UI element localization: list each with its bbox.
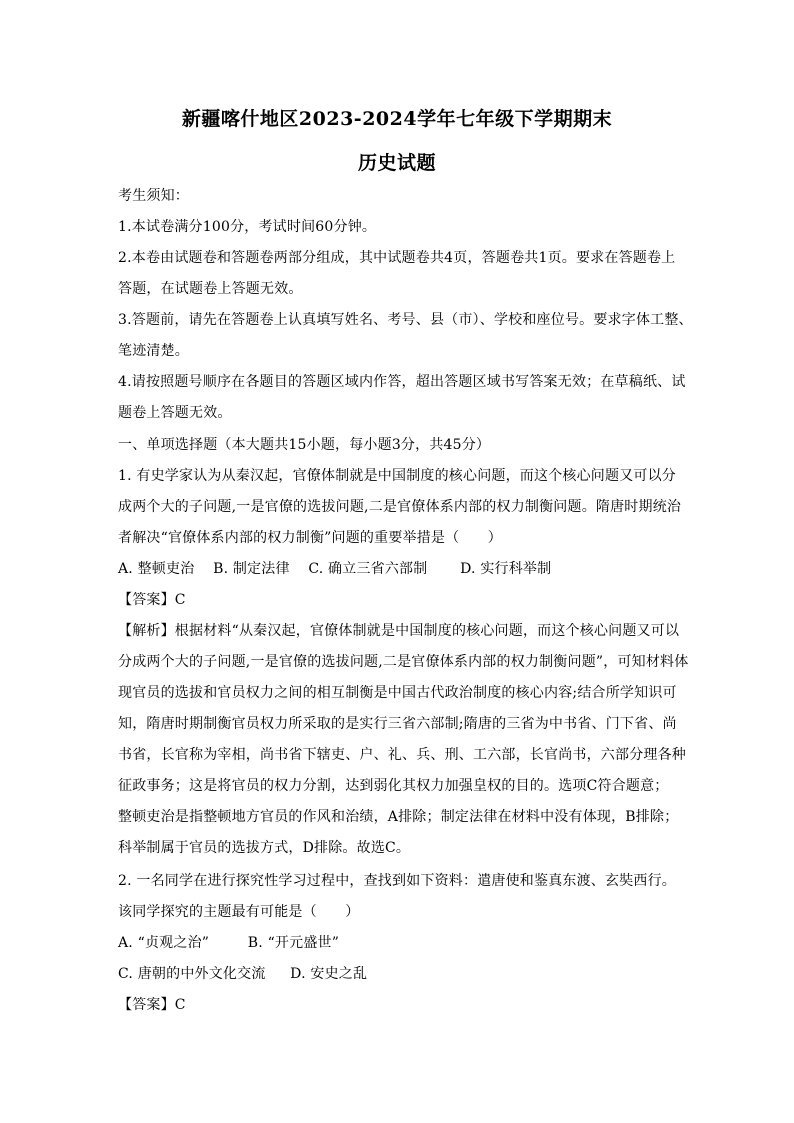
answer: 【答案】C — [118, 997, 186, 1013]
analysis-line: 整顿吏治是指整顿地方官员的作风和治绩，A排除；制定法律在材料中没有体现，B排除； — [118, 809, 679, 825]
question-stem: 者解决“官僚体系内部的权力制衡”问题的重要举措是（ ） — [118, 530, 502, 546]
question-stem: 2. 一名同学在进行探究性学习过程中，查找到如下资料：遣唐使和鉴真东渡、玄奘西行。 — [118, 873, 677, 889]
exam-title: 新疆喀什地区2023-2024学年七年级下学期期末 — [181, 108, 613, 130]
notice-line: 4.请按照题号顺序在各题目的答题区域内作答，超出答题区域书写答案无效；在草稿纸、试 — [118, 374, 686, 390]
option-b: B. 制定法律 — [213, 561, 290, 577]
analysis-line: 现官员的选拔和官员权力之间的相互制衡是中国古代政治制度的核心内容;结合所学知识可 — [118, 685, 677, 701]
analysis-line: 【解析】根据材料“从秦汉起，官僚体制就是中国制度的核心问题，而这个核心问题又可以 — [118, 623, 680, 639]
notice-line: 2.本卷由试题卷和答题卷两部分组成，其中试题卷共4页，答题卷共1页。要求在答题卷上 — [118, 250, 676, 266]
question-options — [118, 933, 688, 953]
notice-line: 答题，在试题卷上答题无效。 — [118, 281, 303, 297]
option-b: B. “开元盛世” — [247, 935, 340, 951]
question-options — [118, 559, 688, 579]
option-d: D. 安史之乱 — [290, 966, 368, 982]
analysis-line: 分成两个大的子问题,一是官僚的选拔问题,二是官僚体系内部的权力制衡问题”，可知材料体 — [118, 654, 689, 670]
notice-line: 3.答题前，请先在答题卷上认真填写姓名、考号、县（市）、学校和座位号。要求字体工整、 — [118, 312, 693, 328]
option-a: A. “贞观之治” — [118, 935, 210, 951]
notice-heading: 考生须知： — [118, 188, 189, 204]
question-options — [118, 964, 688, 984]
option-d: D. 实行科举制 — [460, 561, 552, 577]
option-a: A. 整顿吏治 — [118, 561, 195, 577]
analysis-line: 征政事务；这是将官员的权力分割，达到弱化其权力加强皇权的目的。选项C符合题意； — [118, 778, 669, 794]
notice-line: 题卷上答题无效。 — [118, 405, 232, 421]
answer: 【答案】C — [118, 592, 186, 608]
analysis-line: 书省，长官称为宰相，尚书省下辖吏、户、礼、兵、刑、工六部，长官尚书，六部分理各种 — [118, 747, 686, 763]
question-stem: 成两个大的子问题,一是官僚的选拔问题,二是官僚体系内部的权力制衡问题。隋唐时期统治 — [118, 499, 682, 515]
question-stem: 该同学探究的主题最有可能是（ ） — [118, 904, 360, 920]
notice-line: 1.本试卷满分100分，考试时间60分钟。 — [118, 219, 377, 235]
option-c: C. 确立三省六部制 — [308, 561, 428, 577]
analysis-line: 科举制属于官员的选拔方式，D排除。故选C。 — [118, 840, 411, 856]
option-c: C. 唐朝的中外文化交流 — [118, 966, 266, 982]
section-heading: 一、单项选择题（本大题共15小题，每小题3分，共45分） — [118, 437, 491, 453]
question-stem: 1. 有史学家认为从秦汉起，官僚体制就是中国制度的核心问题，而这个核心问题又可以分 — [118, 468, 677, 484]
notice-line: 笔迹清楚。 — [118, 343, 189, 359]
exam-subtitle: 历史试题 — [357, 152, 436, 174]
analysis-line: 知，隋唐时期制衡官员权力所采取的是实行三省六部制;隋唐的三省为中书省、门下省、尚 — [118, 716, 677, 732]
